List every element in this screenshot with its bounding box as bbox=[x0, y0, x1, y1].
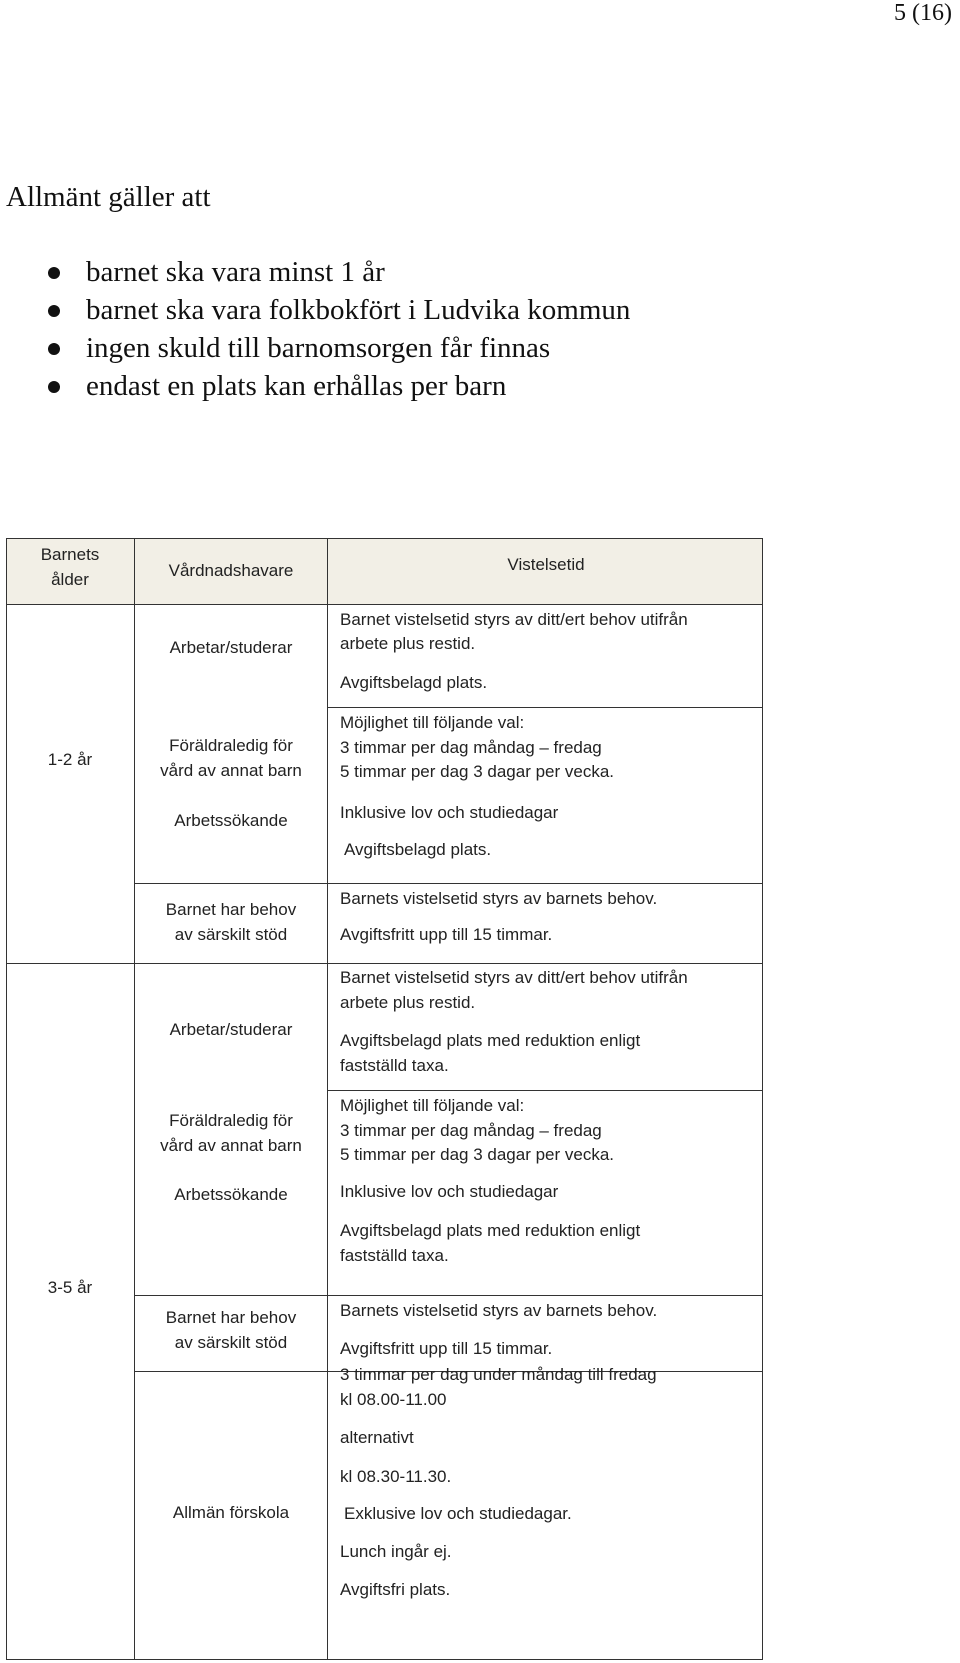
row-divider bbox=[327, 1090, 763, 1091]
stay-options-line3: 5 timmar per dag 3 dagar per vecka. bbox=[340, 1145, 615, 1164]
guardian-support-line1: Barnet har behov bbox=[165, 1308, 297, 1327]
stay-incl: Inklusive lov och studiedagar bbox=[340, 803, 559, 822]
stay-options-line2: 3 timmar per dag måndag – fredag bbox=[340, 738, 602, 757]
stay-general-line6: Lunch ingår ej. bbox=[340, 1542, 452, 1561]
stay-working-line1: Barnet vistelsetid styrs av ditt/ert behov utifrån bbox=[340, 610, 688, 629]
table-border bbox=[6, 538, 7, 1660]
childcare-table bbox=[6, 538, 763, 1660]
stay-support: Barnets vistelsetid styrs av barnets behov. bbox=[340, 889, 658, 908]
list-item: barnet ska vara minst 1 år bbox=[48, 253, 630, 291]
stay-fee-line2: fastställd taxa. bbox=[340, 1246, 449, 1265]
stay-support-fee: Avgiftsfritt upp till 15 timmar. bbox=[340, 1339, 553, 1358]
bullet-icon bbox=[48, 305, 60, 317]
guardian-leave-line1: Föräldraledig för bbox=[169, 736, 293, 755]
guardian-leave-line2: vård av annat barn bbox=[160, 761, 302, 780]
guardian-support-line2: av särskilt stöd bbox=[174, 925, 288, 944]
stay-general-line5: Exklusive lov och studiedagar. bbox=[344, 1504, 572, 1523]
stay-options-line3: 5 timmar per dag 3 dagar per vecka. bbox=[340, 762, 615, 781]
row-divider bbox=[327, 707, 763, 708]
stay-working-fee: Avgiftsbelagd plats. bbox=[340, 673, 488, 692]
stay-working-line2: arbete plus restid. bbox=[340, 634, 476, 653]
table-border bbox=[6, 538, 763, 539]
guardian-support-line2: av särskilt stöd bbox=[174, 1333, 288, 1352]
stay-general-line1: 3 timmar per dag under måndag till fredag bbox=[340, 1365, 657, 1384]
age-group-1-2: 1-2 år bbox=[47, 750, 93, 769]
stay-options-line1: Möjlighet till följande val: bbox=[340, 713, 525, 732]
age-group-3-5: 3-5 år bbox=[47, 1278, 93, 1297]
stay-options-line1: Möjlighet till följande val: bbox=[340, 1096, 525, 1115]
guardian-general: Allmän förskola bbox=[172, 1503, 290, 1522]
row-divider bbox=[134, 1295, 763, 1296]
stay-general-line2: kl 08.00-11.00 bbox=[340, 1390, 447, 1409]
stay-support-fee: Avgiftsfritt upp till 15 timmar. bbox=[340, 925, 553, 944]
list-item: ingen skuld till barnomsorgen får finnas bbox=[48, 329, 630, 367]
row-divider bbox=[134, 883, 763, 884]
guardian-working: Arbetar/studerar bbox=[169, 638, 293, 657]
table-border bbox=[6, 1659, 763, 1660]
guardian-seeking: Arbetssökande bbox=[174, 811, 288, 830]
stay-fee: Avgiftsbelagd plats. bbox=[344, 840, 492, 859]
stay-general-line4: kl 08.30-11.30. bbox=[340, 1467, 452, 1486]
guardian-support-line1: Barnet har behov bbox=[165, 900, 297, 919]
section-heading: Allmänt gäller att bbox=[6, 181, 211, 213]
header-age-line1: Barnets bbox=[40, 545, 100, 564]
stay-support: Barnets vistelsetid styrs av barnets behov. bbox=[340, 1301, 658, 1320]
stay-general-line3: alternativt bbox=[340, 1428, 414, 1447]
guardian-seeking: Arbetssökande bbox=[174, 1185, 288, 1204]
column-divider bbox=[134, 538, 135, 1660]
stay-working-line2: arbete plus restid. bbox=[340, 993, 476, 1012]
requirements-list bbox=[48, 253, 630, 405]
stay-general-line7: Avgiftsfri plats. bbox=[340, 1580, 451, 1599]
page-number: 5 (16) bbox=[894, 0, 952, 26]
stay-options-line2: 3 timmar per dag måndag – fredag bbox=[340, 1121, 602, 1140]
list-item: barnet ska vara folkbokfört i Ludvika kommun bbox=[48, 291, 630, 329]
stay-working-fee-line1: Avgiftsbelagd plats med reduktion enligt bbox=[340, 1031, 641, 1050]
table-header-row bbox=[6, 538, 763, 604]
guardian-leave-line1: Föräldraledig för bbox=[169, 1111, 293, 1130]
row-divider bbox=[6, 604, 763, 605]
guardian-leave-line2: vård av annat barn bbox=[160, 1136, 302, 1155]
header-guardian: Vårdnadshavare bbox=[168, 561, 294, 580]
header-stay: Vistelsetid bbox=[507, 555, 585, 574]
header-age-line2: ålder bbox=[51, 570, 89, 589]
stay-incl: Inklusive lov och studiedagar bbox=[340, 1182, 559, 1201]
list-item: endast en plats kan erhållas per barn bbox=[48, 367, 630, 405]
bullet-icon bbox=[48, 267, 60, 279]
bullet-icon bbox=[48, 381, 60, 393]
bullet-icon bbox=[48, 343, 60, 355]
stay-working-fee-line2: fastställd taxa. bbox=[340, 1056, 449, 1075]
guardian-working: Arbetar/studerar bbox=[169, 1020, 293, 1039]
row-divider bbox=[6, 963, 763, 964]
stay-fee-line1: Avgiftsbelagd plats med reduktion enligt bbox=[340, 1221, 641, 1240]
stay-working-line1: Barnet vistelsetid styrs av ditt/ert behov utifrån bbox=[340, 968, 688, 987]
